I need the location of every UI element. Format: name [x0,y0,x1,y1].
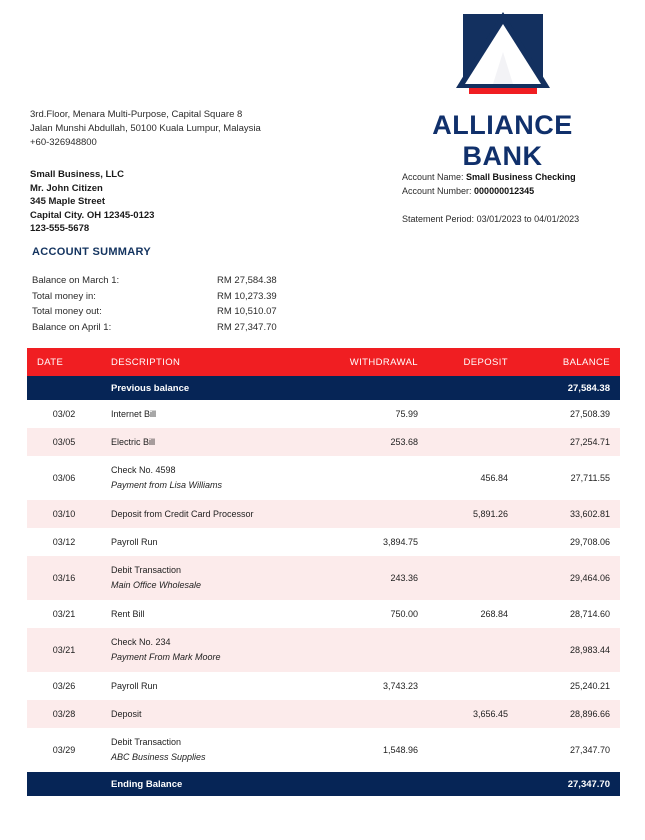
balance-amount: 27,347.70 [569,745,610,755]
cell-deposit [428,600,518,628]
cell-balance [518,428,620,456]
description-main: Check No. 234 [111,637,171,647]
cell-date: 03/10 [27,500,101,528]
bank-logo [390,8,615,172]
ending-balance-deposit [428,772,518,796]
cell-description [101,672,323,700]
table-body [27,376,620,796]
deposit-amount: 268.84 [480,609,508,619]
cell-deposit [428,456,518,500]
ending-balance-row [27,772,620,796]
balance-amount: 28,983.44 [569,645,610,655]
cell-withdrawal [323,728,428,772]
description-main: Deposit [111,709,142,719]
cell-deposit [428,400,518,428]
cell-withdrawal [323,672,428,700]
cell-withdrawal [323,528,428,556]
withdrawal-amount: 243.36 [390,573,418,583]
cell-description [101,700,323,728]
balance-amount: 28,896.66 [569,709,610,719]
account-number-label: Account Number: [402,186,472,196]
customer-name: Mr. John Citizen [30,182,103,194]
column-header-balance[interactable]: BALANCE [518,348,620,376]
cell-description [101,600,323,628]
cell-deposit [428,672,518,700]
deposit-amount: 5,891.26 [472,509,508,519]
withdrawal-amount: 253.68 [390,437,418,447]
cell-date: 03/05 [27,428,101,456]
account-summary-row [32,304,332,320]
description-main: Debit Transaction [111,565,182,575]
cell-deposit [428,728,518,772]
balance-amount: 27,254.71 [569,437,610,447]
balance-amount: 29,464.06 [569,573,610,583]
description-main: Payroll Run [111,681,158,691]
ending-balance-amount: 27,347.70 [518,772,620,796]
cell-withdrawal [323,600,428,628]
bank-address-line-1: 3rd.Floor, Menara Multi-Purpose, Capital Square 8 [30,109,243,120]
account-summary-row [32,273,332,289]
previous-balance-deposit [428,376,518,400]
statement-period-value: 03/01/2023 to 04/01/2023 [476,214,580,224]
customer-city: Capital City. OH 12345-0123 [30,209,155,221]
balance-amount: 27,711.55 [570,473,610,483]
statement-period-row [402,212,579,226]
cell-balance [518,628,620,672]
description-main: Internet Bill [111,409,157,419]
cell-balance [518,600,620,628]
table-row[interactable] [27,700,620,728]
cell-balance [518,556,620,600]
ending-balance-label: Ending Balance [101,772,323,796]
table-row[interactable] [27,400,620,428]
deposit-amount: 3,656.45 [472,709,508,719]
account-summary-label: Total money out: [32,306,102,317]
account-summary-amount: RM 27,584.38 [217,275,277,286]
cell-withdrawal [323,428,428,456]
cell-withdrawal [323,500,428,528]
cell-date: 03/02 [27,400,101,428]
column-header-description[interactable]: DESCRIPTION [101,348,323,376]
account-number-row [402,184,579,198]
table-header-row [27,348,620,376]
cell-date: 03/16 [27,556,101,600]
cell-date: 03/28 [27,700,101,728]
withdrawal-amount: 75.99 [395,409,418,419]
cell-deposit [428,556,518,600]
account-summary-row [32,289,332,305]
table-row[interactable] [27,456,620,500]
cell-description [101,456,323,500]
cell-withdrawal [323,556,428,600]
withdrawal-amount: 1,548.96 [382,745,418,755]
description-main: Electric Bill [111,437,156,447]
withdrawal-amount: 750.00 [390,609,418,619]
description-sub: Payment From Mark Moore [111,652,221,662]
previous-balance-withdrawal [323,376,428,400]
cell-description [101,528,323,556]
cell-balance [518,528,620,556]
account-info [402,170,579,226]
cell-date: 03/26 [27,672,101,700]
previous-balance-amount: 27,584.38 [518,376,620,400]
cell-withdrawal [323,700,428,728]
cell-balance [518,672,620,700]
cell-description [101,556,323,600]
cell-description [101,728,323,772]
account-name-row [402,170,579,184]
table-row[interactable] [27,528,620,556]
account-number-value: 000000012345 [474,186,535,196]
bank-address [30,108,261,150]
account-summary-label: Total money in: [32,290,96,302]
balance-amount: 27,508.39 [569,409,610,419]
account-summary-rows [32,273,332,335]
cell-date: 03/21 [27,628,101,672]
description-main: Deposit from Credit Card Processor [111,509,254,519]
account-summary [32,246,332,335]
statement-period-label: Statement Period: [402,214,475,224]
table-row[interactable] [27,428,620,456]
ending-balance-withdrawal [323,772,428,796]
cell-balance [518,700,620,728]
account-summary-amount: RM 27,347.70 [217,321,277,333]
bank-wordmark: ALLIANCE BANK [432,110,573,171]
ending-balance-date [27,772,101,796]
account-summary-row [32,320,332,336]
description-sub: Main Office Wholesale [111,580,202,590]
cell-deposit [428,700,518,728]
deposit-amount: 456.84 [480,473,508,483]
account-name-label: Account Name: [402,172,464,182]
customer-address [30,168,154,236]
cell-balance [518,400,620,428]
previous-balance-date [27,376,101,400]
description-main: Debit Transaction [111,737,182,747]
column-header-withdrawal[interactable]: WITHDRAWAL [323,348,428,376]
withdrawal-amount: 3,894.75 [382,537,418,547]
alliance-bank-triangle-logo [455,8,551,104]
cell-description [101,628,323,672]
cell-date: 03/21 [27,600,101,628]
logo-svg [455,8,551,104]
column-header-deposit[interactable]: DEPOSIT [428,348,518,376]
balance-amount: 28,714.60 [569,609,610,619]
cell-balance [518,456,620,500]
cell-balance [518,500,620,528]
cell-description [101,500,323,528]
description-main: Check No. 4598 [111,465,176,475]
cell-deposit [428,500,518,528]
cell-date: 03/29 [27,728,101,772]
balance-amount: 29,708.06 [569,537,610,547]
description-sub: ABC Business Supplies [111,752,206,762]
description-main: Payroll Run [111,537,158,547]
cell-withdrawal [323,456,428,500]
transactions-table [27,348,620,796]
cell-deposit [428,628,518,672]
customer-company: Small Business, LLC [30,169,124,180]
cell-withdrawal [323,628,428,672]
customer-street: 345 Maple Street [30,196,105,207]
account-summary-title: ACCOUNT SUMMARY [32,246,151,258]
column-header-date[interactable]: DATE [27,348,101,376]
table-header [27,348,620,376]
cell-deposit [428,428,518,456]
cell-deposit [428,528,518,556]
cell-description [101,428,323,456]
bank-address-line-2: Jalan Munshi Abdullah, 50100 Kuala Lumpur, Malaysia [30,123,261,134]
account-summary-label: Balance on April 1: [32,321,112,333]
account-summary-amount: RM 10,273.39 [217,290,277,302]
table-row[interactable] [27,500,620,528]
table-row[interactable] [27,628,620,672]
previous-balance-row [27,376,620,400]
cell-date: 03/06 [27,456,101,500]
withdrawal-amount: 3,743.23 [382,681,418,691]
previous-balance-label: Previous balance [101,376,323,400]
cell-description [101,400,323,428]
account-summary-amount: RM 10,510.07 [217,306,277,317]
customer-phone: 123-555-5678 [30,223,90,234]
table-row[interactable] [27,672,620,700]
account-name-value: Small Business Checking [466,172,576,182]
cell-withdrawal [323,400,428,428]
table-row[interactable] [27,600,620,628]
balance-amount: 25,240.21 [569,681,610,691]
table-row[interactable] [27,556,620,600]
description-sub: Payment from Lisa Williams [111,480,222,490]
balance-amount: 33,602.81 [569,509,610,519]
bank-address-line-3: +60-326948800 [30,137,97,148]
cell-date: 03/12 [27,528,101,556]
account-summary-label: Balance on March 1: [32,275,120,286]
cell-balance [518,728,620,772]
description-main: Rent Bill [111,609,145,619]
table-row[interactable] [27,728,620,772]
